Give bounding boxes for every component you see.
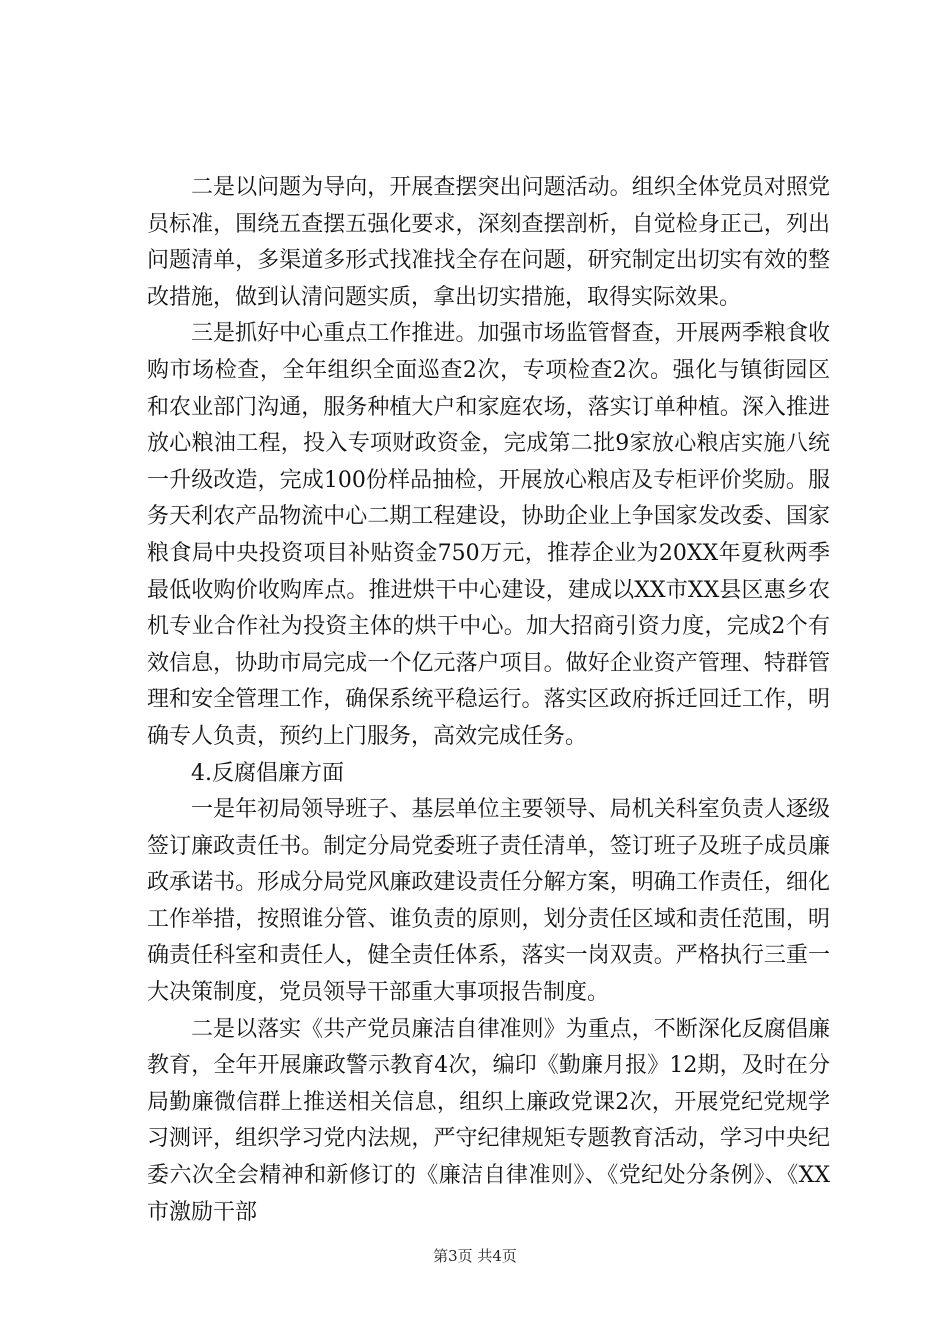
section-heading-anti-corruption: 4.反腐倡廉方面 bbox=[191, 760, 344, 786]
document-body bbox=[147, 170, 830, 1231]
paragraph-problem-review: 二是以问题为导向，开展查摆突出问题活动。组织全体党员对照党员标准，围绕五查摆五强化要求，深刻查摆剖析，自觉检身正己，列出问题清单，多渠道多形式找准找全存在问题，研究制定出切实有效的整改措施，做到认清问题实质，拿出切实措施，取得实际效果。 bbox=[147, 175, 830, 310]
paragraph-key-work: 三是抓好中心重点工作推进。加强市场监管督查，开展两季粮食收购市场检查，全年组织全面巡查2次，专项检查2次。强化与镇街园区和农业部门沟通，服务种植大户和家庭农场，落实订单种植。深入推进放心粮油工程，投入专项财政资金，完成第二批9家放心粮店实施八统一升级改造，完成100份样品抽检，开展放心粮店及专柜评价奖励。服务天利农产品物流中心二期工程建设，协助企业上争国家发改委、国家粮食局中央投资项目补贴资金750万元，推荐企业为20XX年夏秋两季最低收购价收购库点。推进烘干中心建设，建成以XX市XX县区惠乡农机专业合作社为投资主体的烘干中心。加大招商引资力度，完成2个有效信息，协助市局完成一个亿元落户项目。做好企业资产管理、特群管理和安全管理工作，确保系统平稳运行。落实区政府拆迁回迁工作，明确专人负责，预约上门服务，高效完成任务。 bbox=[147, 321, 830, 749]
page-footer: 第3页 共4页 bbox=[433, 1247, 517, 1265]
paragraph-responsibility: 一是年初局领导班子、基层单位主要领导、局机关科室负责人逐级签订廉政责任书。制定分局党委班子责任清单，签订班子及班子成员廉政承诺书。形成分局党风廉政建设责任分解方案，明确工作责任，细化工作举措，按照谁分管、谁负责的原则，划分责任区域和责任范围，明确责任科室和责任人，健全责任体系，落实一岗双责。严格执行三重一大决策制度，党员领导干部重大事项报告制度。 bbox=[147, 797, 830, 1006]
paragraph-education: 二是以落实《共产党员廉洁自律准则》为重点，不断深化反腐倡廉教育，全年开展廉政警示教育4次，编印《勤廉月报》12期，及时在分局勤廉微信群上推送相关信息，组织上廉政党课2次，开展党纪党规学习测评，组织学习党内法规，严守纪律规矩专题教育活动，学习中央纪委六次全会精神和新修订的《廉洁自律准则》、《党纪处分条例》、《XX市激励干部 bbox=[147, 1016, 830, 1225]
